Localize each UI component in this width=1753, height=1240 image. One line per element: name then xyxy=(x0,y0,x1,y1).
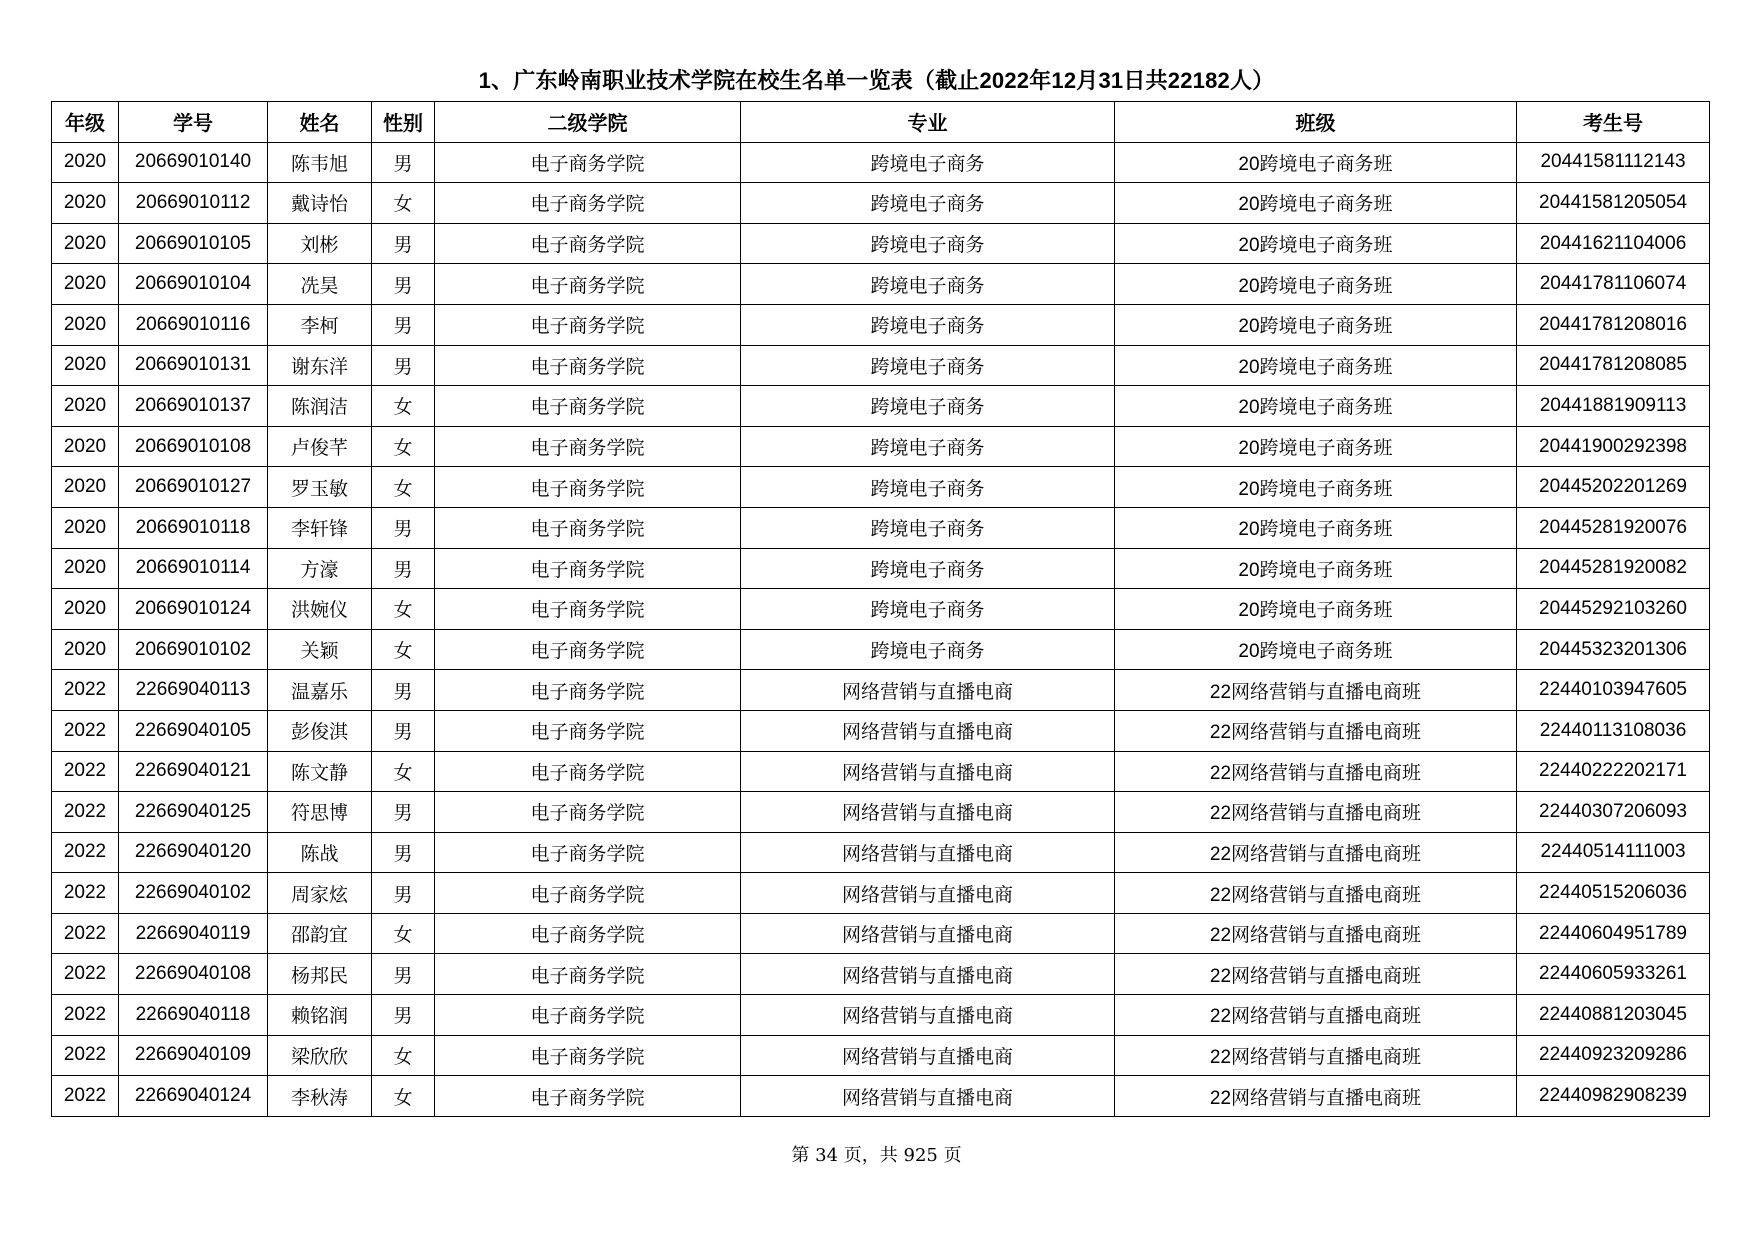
cell-exam-number: 22440982908239 xyxy=(1517,1076,1710,1117)
cell-student-id: 22669040113 xyxy=(119,670,268,711)
cell-class: 20跨境电子商务班 xyxy=(1115,426,1517,467)
cell-college: 电子商务学院 xyxy=(435,183,741,224)
cell-grade: 2020 xyxy=(52,183,119,224)
cell-grade: 2022 xyxy=(52,954,119,995)
cell-college: 电子商务学院 xyxy=(435,589,741,630)
cell-grade: 2020 xyxy=(52,426,119,467)
cell-grade: 2022 xyxy=(52,670,119,711)
cell-name: 李柯 xyxy=(268,304,372,345)
cell-student-id: 20669010108 xyxy=(119,426,268,467)
cell-class: 22网络营销与直播电商班 xyxy=(1115,954,1517,995)
cell-grade: 2022 xyxy=(52,913,119,954)
cell-gender: 女 xyxy=(372,913,435,954)
cell-exam-number: 22440604951789 xyxy=(1517,913,1710,954)
cell-college: 电子商务学院 xyxy=(435,264,741,305)
cell-student-id: 20669010114 xyxy=(119,548,268,589)
cell-major: 网络营销与直播电商 xyxy=(741,873,1115,914)
cell-grade: 2022 xyxy=(52,1076,119,1117)
cell-exam-number: 22440923209286 xyxy=(1517,1035,1710,1076)
header-college: 二级学院 xyxy=(435,102,741,143)
cell-name: 陈文静 xyxy=(268,751,372,792)
cell-student-id: 20669010140 xyxy=(119,142,268,183)
cell-student-id: 20669010137 xyxy=(119,386,268,427)
cell-college: 电子商务学院 xyxy=(435,954,741,995)
table-row xyxy=(52,954,1710,995)
cell-exam-number: 20441621104006 xyxy=(1517,223,1710,264)
cell-college: 电子商务学院 xyxy=(435,792,741,833)
cell-name: 彭俊淇 xyxy=(268,710,372,751)
cell-gender: 女 xyxy=(372,1035,435,1076)
cell-exam-number: 22440113108036 xyxy=(1517,710,1710,751)
cell-exam-number: 20441581205054 xyxy=(1517,183,1710,224)
cell-grade: 2022 xyxy=(52,873,119,914)
cell-gender: 男 xyxy=(372,304,435,345)
cell-gender: 女 xyxy=(372,386,435,427)
cell-major: 跨境电子商务 xyxy=(741,183,1115,224)
table-row xyxy=(52,507,1710,548)
cell-major: 跨境电子商务 xyxy=(741,548,1115,589)
cell-student-id: 22669040108 xyxy=(119,954,268,995)
cell-name: 陈战 xyxy=(268,832,372,873)
cell-grade: 2020 xyxy=(52,507,119,548)
cell-class: 22网络营销与直播电商班 xyxy=(1115,751,1517,792)
cell-grade: 2022 xyxy=(52,832,119,873)
cell-class: 22网络营销与直播电商班 xyxy=(1115,1035,1517,1076)
cell-student-id: 22669040121 xyxy=(119,751,268,792)
cell-name: 冼昊 xyxy=(268,264,372,305)
cell-name: 周家炫 xyxy=(268,873,372,914)
page-title: 1、广东岭南职业技术学院在校生名单一览表（截止2022年12月31日共22182人） xyxy=(478,68,1275,93)
cell-name: 温嘉乐 xyxy=(268,670,372,711)
cell-college: 电子商务学院 xyxy=(435,223,741,264)
cell-college: 电子商务学院 xyxy=(435,1035,741,1076)
cell-major: 网络营销与直播电商 xyxy=(741,710,1115,751)
cell-name: 陈韦旭 xyxy=(268,142,372,183)
cell-exam-number: 20441781106074 xyxy=(1517,264,1710,305)
table-row xyxy=(52,264,1710,305)
cell-college: 电子商务学院 xyxy=(435,304,741,345)
table-row xyxy=(52,832,1710,873)
cell-grade: 2022 xyxy=(52,710,119,751)
cell-name: 李秋涛 xyxy=(268,1076,372,1117)
cell-class: 22网络营销与直播电商班 xyxy=(1115,995,1517,1036)
cell-name: 符思博 xyxy=(268,792,372,833)
cell-student-id: 20669010102 xyxy=(119,629,268,670)
cell-student-id: 22669040118 xyxy=(119,995,268,1036)
cell-grade: 2020 xyxy=(52,264,119,305)
cell-gender: 男 xyxy=(372,792,435,833)
cell-major: 跨境电子商务 xyxy=(741,386,1115,427)
cell-gender: 男 xyxy=(372,670,435,711)
cell-student-id: 22669040119 xyxy=(119,913,268,954)
header-row xyxy=(52,102,1710,143)
cell-major: 跨境电子商务 xyxy=(741,467,1115,508)
cell-name: 谢东洋 xyxy=(268,345,372,386)
cell-student-id: 20669010104 xyxy=(119,264,268,305)
cell-college: 电子商务学院 xyxy=(435,710,741,751)
cell-college: 电子商务学院 xyxy=(435,386,741,427)
cell-major: 跨境电子商务 xyxy=(741,589,1115,630)
table-row xyxy=(52,345,1710,386)
table-row xyxy=(52,548,1710,589)
cell-college: 电子商务学院 xyxy=(435,873,741,914)
cell-class: 22网络营销与直播电商班 xyxy=(1115,873,1517,914)
header-exam-number: 考生号 xyxy=(1517,102,1710,143)
cell-class: 22网络营销与直播电商班 xyxy=(1115,913,1517,954)
cell-student-id: 22669040102 xyxy=(119,873,268,914)
cell-exam-number: 20445292103260 xyxy=(1517,589,1710,630)
table-row xyxy=(52,751,1710,792)
cell-college: 电子商务学院 xyxy=(435,670,741,711)
cell-class: 22网络营销与直播电商班 xyxy=(1115,832,1517,873)
cell-exam-number: 22440514111003 xyxy=(1517,832,1710,873)
cell-college: 电子商务学院 xyxy=(435,345,741,386)
cell-college: 电子商务学院 xyxy=(435,1076,741,1117)
cell-student-id: 22669040120 xyxy=(119,832,268,873)
cell-exam-number: 20441881909113 xyxy=(1517,386,1710,427)
cell-grade: 2022 xyxy=(52,1035,119,1076)
cell-major: 跨境电子商务 xyxy=(741,345,1115,386)
cell-major: 网络营销与直播电商 xyxy=(741,751,1115,792)
cell-gender: 女 xyxy=(372,426,435,467)
cell-name: 梁欣欣 xyxy=(268,1035,372,1076)
cell-exam-number: 22440515206036 xyxy=(1517,873,1710,914)
cell-gender: 女 xyxy=(372,467,435,508)
cell-exam-number: 20441781208085 xyxy=(1517,345,1710,386)
cell-major: 网络营销与直播电商 xyxy=(741,954,1115,995)
cell-major: 网络营销与直播电商 xyxy=(741,995,1115,1036)
cell-major: 网络营销与直播电商 xyxy=(741,832,1115,873)
cell-student-id: 20669010131 xyxy=(119,345,268,386)
student-roster-table xyxy=(51,101,1710,1117)
cell-student-id: 22669040125 xyxy=(119,792,268,833)
cell-college: 电子商务学院 xyxy=(435,426,741,467)
cell-name: 方濠 xyxy=(268,548,372,589)
cell-name: 邵韵宜 xyxy=(268,913,372,954)
cell-exam-number: 20441900292398 xyxy=(1517,426,1710,467)
cell-gender: 男 xyxy=(372,710,435,751)
cell-gender: 女 xyxy=(372,629,435,670)
table-body xyxy=(52,142,1710,1116)
table-row xyxy=(52,873,1710,914)
header-class: 班级 xyxy=(1115,102,1517,143)
cell-grade: 2020 xyxy=(52,629,119,670)
cell-class: 20跨境电子商务班 xyxy=(1115,183,1517,224)
cell-college: 电子商务学院 xyxy=(435,832,741,873)
header-major: 专业 xyxy=(741,102,1115,143)
cell-name: 洪婉仪 xyxy=(268,589,372,630)
cell-name: 陈润洁 xyxy=(268,386,372,427)
cell-name: 罗玉敏 xyxy=(268,467,372,508)
cell-gender: 男 xyxy=(372,507,435,548)
cell-grade: 2020 xyxy=(52,548,119,589)
cell-student-id: 20669010124 xyxy=(119,589,268,630)
cell-gender: 男 xyxy=(372,548,435,589)
cell-gender: 男 xyxy=(372,345,435,386)
cell-class: 22网络营销与直播电商班 xyxy=(1115,792,1517,833)
cell-major: 网络营销与直播电商 xyxy=(741,1035,1115,1076)
cell-student-id: 20669010127 xyxy=(119,467,268,508)
cell-gender: 男 xyxy=(372,873,435,914)
cell-class: 20跨境电子商务班 xyxy=(1115,386,1517,427)
cell-gender: 女 xyxy=(372,183,435,224)
table-row xyxy=(52,670,1710,711)
cell-student-id: 20669010118 xyxy=(119,507,268,548)
cell-gender: 男 xyxy=(372,832,435,873)
table-header xyxy=(52,102,1710,143)
cell-major: 跨境电子商务 xyxy=(741,223,1115,264)
cell-grade: 2020 xyxy=(52,223,119,264)
table-row xyxy=(52,1035,1710,1076)
cell-name: 戴诗怡 xyxy=(268,183,372,224)
cell-class: 20跨境电子商务班 xyxy=(1115,142,1517,183)
cell-grade: 2020 xyxy=(52,467,119,508)
cell-grade: 2020 xyxy=(52,589,119,630)
cell-college: 电子商务学院 xyxy=(435,548,741,589)
cell-name: 卢俊芊 xyxy=(268,426,372,467)
cell-class: 20跨境电子商务班 xyxy=(1115,589,1517,630)
cell-name: 关颖 xyxy=(268,629,372,670)
table-row xyxy=(52,1076,1710,1117)
cell-exam-number: 22440307206093 xyxy=(1517,792,1710,833)
cell-class: 20跨境电子商务班 xyxy=(1115,629,1517,670)
cell-college: 电子商务学院 xyxy=(435,507,741,548)
cell-college: 电子商务学院 xyxy=(435,913,741,954)
cell-exam-number: 20445323201306 xyxy=(1517,629,1710,670)
cell-student-id: 20669010112 xyxy=(119,183,268,224)
cell-exam-number: 22440881203045 xyxy=(1517,995,1710,1036)
cell-grade: 2020 xyxy=(52,142,119,183)
cell-major: 跨境电子商务 xyxy=(741,304,1115,345)
cell-name: 赖铭润 xyxy=(268,995,372,1036)
table-row xyxy=(52,995,1710,1036)
cell-class: 20跨境电子商务班 xyxy=(1115,304,1517,345)
cell-name: 杨邦民 xyxy=(268,954,372,995)
cell-grade: 2022 xyxy=(52,792,119,833)
table-row xyxy=(52,223,1710,264)
cell-exam-number: 20445202201269 xyxy=(1517,467,1710,508)
cell-class: 20跨境电子商务班 xyxy=(1115,507,1517,548)
cell-exam-number: 20441581112143 xyxy=(1517,142,1710,183)
cell-major: 跨境电子商务 xyxy=(741,142,1115,183)
cell-class: 20跨境电子商务班 xyxy=(1115,548,1517,589)
cell-class: 20跨境电子商务班 xyxy=(1115,345,1517,386)
cell-exam-number: 20445281920076 xyxy=(1517,507,1710,548)
cell-exam-number: 20445281920082 xyxy=(1517,548,1710,589)
header-gender: 性别 xyxy=(372,102,435,143)
cell-class: 22网络营销与直播电商班 xyxy=(1115,1076,1517,1117)
table-row xyxy=(52,792,1710,833)
cell-grade: 2022 xyxy=(52,751,119,792)
cell-grade: 2020 xyxy=(52,386,119,427)
cell-grade: 2020 xyxy=(52,345,119,386)
header-student-id: 学号 xyxy=(119,102,268,143)
cell-gender: 女 xyxy=(372,589,435,630)
cell-exam-number: 20441781208016 xyxy=(1517,304,1710,345)
cell-gender: 男 xyxy=(372,995,435,1036)
table-row xyxy=(52,913,1710,954)
table-row xyxy=(52,386,1710,427)
cell-class: 22网络营销与直播电商班 xyxy=(1115,710,1517,751)
cell-class: 20跨境电子商务班 xyxy=(1115,467,1517,508)
table-row xyxy=(52,629,1710,670)
cell-name: 刘彬 xyxy=(268,223,372,264)
cell-gender: 女 xyxy=(372,1076,435,1117)
header-grade: 年级 xyxy=(52,102,119,143)
header-name: 姓名 xyxy=(268,102,372,143)
cell-college: 电子商务学院 xyxy=(435,629,741,670)
table-row xyxy=(52,304,1710,345)
cell-college: 电子商务学院 xyxy=(435,142,741,183)
cell-college: 电子商务学院 xyxy=(435,467,741,508)
table-row xyxy=(52,183,1710,224)
cell-student-id: 22669040109 xyxy=(119,1035,268,1076)
table-row xyxy=(52,142,1710,183)
cell-class: 22网络营销与直播电商班 xyxy=(1115,670,1517,711)
cell-major: 网络营销与直播电商 xyxy=(741,913,1115,954)
cell-student-id: 20669010116 xyxy=(119,304,268,345)
cell-gender: 女 xyxy=(372,751,435,792)
table-row xyxy=(52,426,1710,467)
cell-grade: 2022 xyxy=(52,995,119,1036)
cell-major: 跨境电子商务 xyxy=(741,507,1115,548)
cell-gender: 男 xyxy=(372,142,435,183)
cell-college: 电子商务学院 xyxy=(435,995,741,1036)
page-footer: 第 34 页，共 925 页 xyxy=(791,1145,962,1166)
cell-exam-number: 22440222202171 xyxy=(1517,751,1710,792)
cell-class: 20跨境电子商务班 xyxy=(1115,223,1517,264)
cell-student-id: 22669040124 xyxy=(119,1076,268,1117)
cell-major: 跨境电子商务 xyxy=(741,264,1115,305)
cell-major: 跨境电子商务 xyxy=(741,629,1115,670)
cell-gender: 男 xyxy=(372,264,435,305)
cell-gender: 男 xyxy=(372,954,435,995)
cell-exam-number: 22440103947605 xyxy=(1517,670,1710,711)
cell-name: 李轩锋 xyxy=(268,507,372,548)
cell-grade: 2020 xyxy=(52,304,119,345)
table-row xyxy=(52,589,1710,630)
cell-gender: 男 xyxy=(372,223,435,264)
table-row xyxy=(52,710,1710,751)
cell-student-id: 22669040105 xyxy=(119,710,268,751)
cell-major: 网络营销与直播电商 xyxy=(741,1076,1115,1117)
cell-student-id: 20669010105 xyxy=(119,223,268,264)
cell-exam-number: 22440605933261 xyxy=(1517,954,1710,995)
cell-major: 网络营销与直播电商 xyxy=(741,670,1115,711)
cell-major: 网络营销与直播电商 xyxy=(741,792,1115,833)
table-row xyxy=(52,467,1710,508)
cell-major: 跨境电子商务 xyxy=(741,426,1115,467)
cell-class: 20跨境电子商务班 xyxy=(1115,264,1517,305)
cell-college: 电子商务学院 xyxy=(435,751,741,792)
